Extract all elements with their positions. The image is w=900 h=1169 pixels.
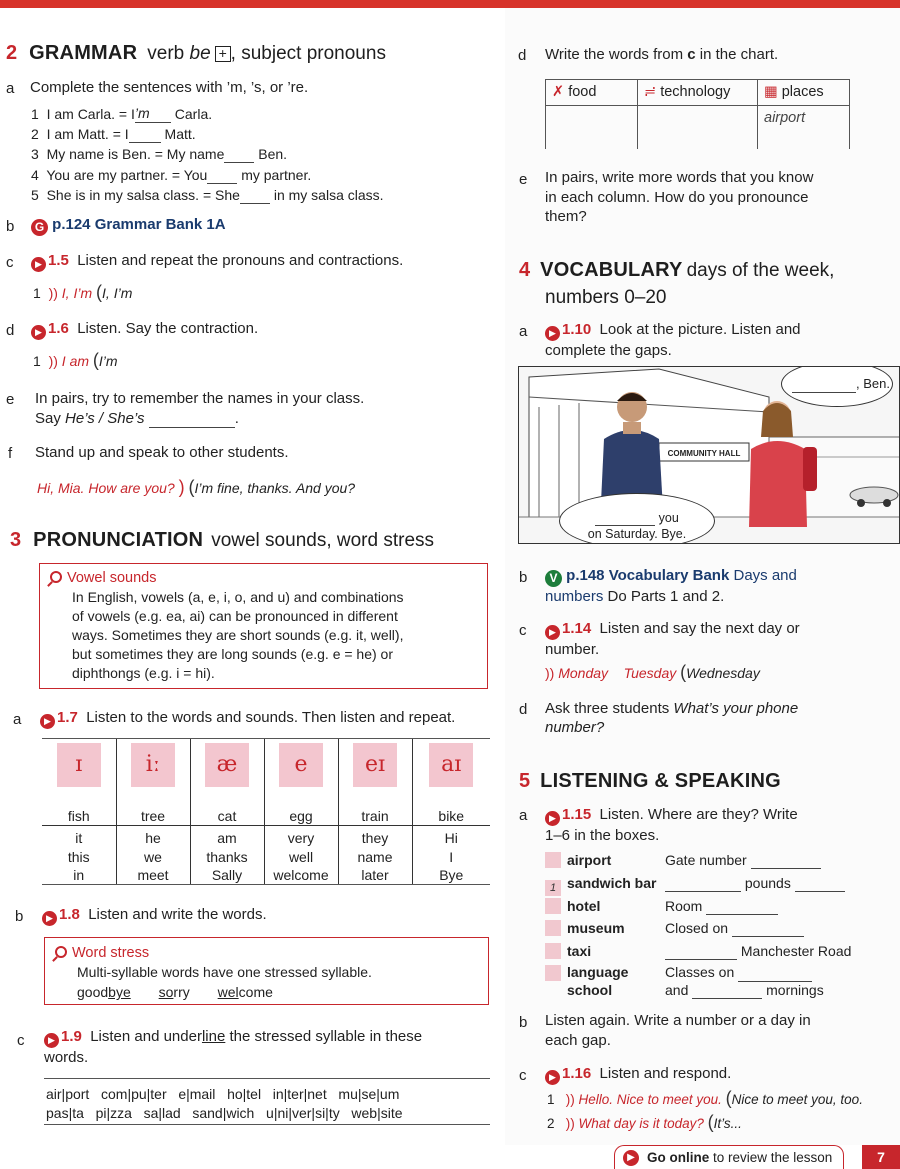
exercise-letter: c	[6, 254, 14, 271]
sound-cell: eɪ train	[338, 739, 412, 826]
exercise-c-instruction: ▶ 1.5 Listen and repeat the pronouns and contractions.	[31, 251, 403, 272]
sound-chart	[42, 738, 490, 885]
speech-bubble-close-icon: )	[178, 477, 185, 497]
answer-blank[interactable]	[665, 878, 741, 892]
exercise-b-instruction: Listen again. Write a number or a day in each gap.	[545, 1012, 811, 1049]
vowel-sounds-box	[39, 563, 488, 689]
answer-box[interactable]	[545, 852, 561, 868]
plus-box-icon: +	[215, 46, 231, 62]
section-subtitle-be: be	[189, 43, 211, 64]
answer-blank[interactable]	[692, 985, 762, 999]
train-sound-icon: eɪ	[353, 743, 397, 787]
vocabulary-bank-link[interactable]: V p.148 Vocabulary Bank Days and numbers Do Parts 1 and 2.	[545, 567, 797, 605]
answer-blank[interactable]	[207, 169, 237, 184]
grammar-bank-icon: G	[31, 219, 48, 236]
list-item: airport Gate number	[545, 851, 895, 874]
exercise-c-instruction: ▶ 1.16 Listen and respond.	[545, 1064, 731, 1085]
sentence-item: 4 You are my partner. = You my partner.	[31, 166, 312, 183]
wifi-icon: ≓	[644, 84, 657, 100]
example-exchange: )) Monday Tuesday (Wednesday	[545, 662, 760, 682]
exercise-f-instruction: Stand up and speak to other students.	[35, 444, 289, 461]
chart-cell[interactable]: airport	[758, 105, 850, 149]
answer-blank[interactable]	[595, 514, 655, 526]
exercise-letter: d	[519, 701, 528, 718]
exercise-letter: e	[519, 171, 528, 188]
sentence-item: 1 I am Carla. = I’m Carla.	[31, 105, 213, 122]
speaker-icon: ))	[565, 1116, 575, 1131]
magnifier-icon	[55, 946, 67, 958]
example-words: Hi I Bye	[412, 826, 490, 885]
audio-icon[interactable]: ▶	[545, 326, 560, 341]
example-words: they name later	[338, 826, 412, 885]
audio-icon[interactable]: ▶	[44, 1033, 59, 1048]
list-item: taxi Manchester Road	[545, 942, 895, 965]
speech-bubble-bottom: you on Saturday. Bye.	[559, 493, 715, 544]
example-words: am thanks Sally	[190, 826, 264, 885]
rule-box-title: Word stress	[55, 944, 480, 963]
example-exchange: 1 )) I, I’m (I, I’m	[33, 282, 133, 302]
cat-sound-icon: æ	[205, 743, 249, 787]
exercise-a-instruction: ▶ 1.7 Listen to the words and sounds. Then listen and repeat.	[40, 708, 455, 729]
speech-bubble-icon: (	[707, 1112, 714, 1132]
fish-sound-icon: ɪ	[57, 743, 101, 787]
exercise-letter: a	[519, 323, 528, 340]
stress-word[interactable]: air|port	[46, 1086, 90, 1102]
exercise-letter: d	[518, 47, 527, 64]
exercise-letter: b	[519, 569, 528, 586]
listening-speaking-heading: 5 LISTENING & SPEAKING	[519, 770, 781, 792]
answer-blank[interactable]	[129, 128, 161, 143]
bike-sound-icon: aɪ	[429, 743, 473, 787]
speaker-icon: ))	[565, 1092, 575, 1107]
community-hall-picture	[518, 366, 900, 544]
exercise-letter: a	[519, 807, 528, 824]
audio-icon[interactable]: ▶	[31, 257, 46, 272]
sound-cell: e egg	[264, 739, 338, 826]
exercise-letter: b	[6, 218, 15, 235]
sound-cell: ɪ fish	[42, 739, 116, 826]
exercise-c-instruction: ▶ 1.9 Listen and underline the stressed syllable in these words.	[44, 1028, 423, 1066]
example-exchange: 2 )) What day is it today? (It’s...	[547, 1112, 742, 1132]
speaker-icon: ))	[48, 285, 58, 301]
exercise-c-instruction: ▶ 1.14 Listen and say the next day or number.	[545, 620, 800, 658]
building-sign: COMMUNITY HALL	[667, 449, 741, 458]
answer-blank[interactable]: ’m	[135, 104, 171, 123]
exercise-letter: c	[519, 1067, 527, 1084]
answer-blank[interactable]	[738, 968, 812, 982]
rule-box-text: Multi-syllable words have one stressed syllable.	[77, 963, 372, 980]
exercise-d-instruction: Ask three students What’s your phone number?	[545, 700, 799, 736]
stress-word[interactable]: com|pu|ter	[101, 1086, 167, 1102]
exercise-letter: f	[8, 445, 13, 462]
exercise-letter: a	[13, 711, 22, 728]
rule-box-text: In English, vowels (a, e, i, o, and u) and combinations of vowels (e.g. ea, ai) can be pronounced in different ways. Sometimes they are short sounds (e.g. it, well), but sometimes they are long sounds (e.g. e = he) or diphthongs (e.g. i = hi).	[72, 588, 404, 681]
rule-box-title: Vowel sounds	[50, 569, 479, 588]
stress-word[interactable]: mu|se|um	[338, 1086, 400, 1102]
play-icon: ▶	[623, 1150, 639, 1166]
speech-bubble-icon: (	[96, 282, 103, 302]
stress-example: sorry	[158, 984, 190, 1001]
tree-sound-icon: iː	[131, 743, 175, 787]
grammar-bank-link[interactable]: G p.124 Grammar Bank 1A	[31, 215, 226, 236]
section-number: 2	[6, 42, 18, 64]
exercise-e-instruction: In pairs, write more words that you know in each column. How do you pronounce them?	[545, 169, 814, 225]
exercise-letter: a	[6, 80, 15, 97]
answer-box[interactable]: 1	[545, 880, 561, 896]
sentence-item: 3 My name is Ben. = My name Ben.	[31, 146, 288, 162]
stress-word-list	[46, 1085, 492, 1123]
answer-blank[interactable]	[149, 413, 235, 428]
sentence-item: 2 I am Matt. = I Matt.	[31, 125, 196, 142]
sound-cell: æ cat	[190, 739, 264, 826]
sound-cell: aɪ bike	[412, 739, 490, 826]
go-online-button[interactable]: ▶ Go online to review the lesson	[614, 1145, 844, 1169]
speech-bubble-icon: (	[188, 477, 195, 497]
exercise-letter: c	[17, 1032, 25, 1049]
chart-header-places: ▦ places	[758, 80, 850, 106]
word-list-top-rule	[44, 1078, 490, 1079]
section-subtitle-pre: verb	[147, 43, 190, 64]
sound-cell: iː tree	[116, 739, 190, 826]
audio-icon[interactable]: ▶	[42, 911, 57, 926]
answer-box[interactable]	[545, 965, 561, 981]
exercise-instruction: Complete the sentences with ’m, ’s, or ’re.	[30, 79, 309, 96]
page-number: 7	[862, 1145, 900, 1169]
answer-box[interactable]	[545, 898, 561, 914]
exercise-d-instruction: ▶ 1.6 Listen. Say the contraction.	[31, 319, 258, 340]
exercise-d-instruction: Write the words from c in the chart.	[545, 46, 779, 63]
stress-example: welcome	[217, 984, 273, 1001]
speech-bubble-icon: (	[92, 350, 99, 370]
answer-blank[interactable]	[792, 381, 856, 393]
respond-examples	[547, 1088, 897, 1136]
speech-bubble-icon: (	[680, 662, 687, 682]
pronunciation-heading: 3 PRONUNCIATION vowel sounds, word stress	[10, 529, 435, 551]
answer-blank[interactable]	[224, 148, 254, 163]
answer-blank[interactable]	[240, 189, 270, 204]
list-item: hotel Room	[545, 897, 895, 920]
answer-blank[interactable]	[751, 855, 821, 869]
stress-word[interactable]: pas|ta	[46, 1105, 84, 1121]
stress-word[interactable]: in|ter|net	[272, 1086, 327, 1102]
stress-word[interactable]: ho|tel	[227, 1086, 262, 1102]
stress-word[interactable]: sand|wich	[192, 1105, 255, 1121]
stress-word[interactable]: sa|lad	[143, 1105, 181, 1121]
audio-icon[interactable]: ▶	[545, 811, 560, 826]
audio-icon[interactable]: ▶	[31, 325, 46, 340]
speaker-icon: ))	[545, 665, 555, 681]
vocabulary-bank-icon: V	[545, 570, 562, 587]
stress-word[interactable]: web|site	[351, 1105, 403, 1121]
example-exchange: 1 )) Hello. Nice to meet you. (Nice to meet you, too.	[547, 1088, 863, 1108]
places-list	[545, 851, 895, 1004]
speaker-icon: ))	[48, 353, 58, 369]
egg-sound-icon: e	[279, 743, 323, 787]
stress-word[interactable]: pi|zza	[95, 1105, 132, 1121]
speech-bubble-top: , Ben.	[781, 366, 893, 407]
audio-icon[interactable]: ▶	[545, 1070, 560, 1085]
exercise-letter: b	[15, 908, 24, 925]
stress-example: goodbye	[77, 984, 131, 1001]
section-title: GRAMMAR	[29, 42, 138, 64]
sentence-item: 5 She is in my salsa class. = She in my salsa class.	[31, 187, 384, 203]
list-item: language school Classes on and mornings	[545, 964, 895, 1004]
exercise-letter: e	[6, 391, 15, 408]
example-words: he we meet	[116, 826, 190, 885]
answer-blank[interactable]	[706, 901, 778, 915]
fork-knife-icon: ✗	[552, 84, 565, 100]
grammar-sentence-list	[31, 104, 471, 207]
list-item: museum Closed on	[545, 919, 895, 942]
chart-cell[interactable]	[638, 105, 758, 149]
building-icon: ▦	[764, 84, 778, 100]
exercise-letter: d	[6, 322, 15, 339]
exercise-letter: c	[519, 622, 527, 639]
exercise-a-instruction: ▶ 1.10 Look at the picture. Listen and complete the gaps.	[545, 321, 801, 359]
exercise-e-instruction: In pairs, try to remember the names in your class. Say He’s / She’s .	[35, 390, 365, 427]
audio-icon[interactable]: ▶	[40, 714, 55, 729]
answer-blank[interactable]	[732, 923, 804, 937]
chart-cell[interactable]	[546, 105, 638, 149]
word-category-chart	[545, 79, 850, 149]
answer-box[interactable]	[545, 920, 561, 936]
vocabulary-heading: 4 VOCABULARY days of the week, numbers 0–20	[519, 259, 835, 308]
grammar-heading	[6, 40, 496, 67]
example-words: very well welcome	[264, 826, 338, 885]
section-subtitle-post: , subject pronouns	[230, 43, 386, 64]
magnifier-icon	[50, 571, 62, 583]
chart-header-technology: ≓ technology	[638, 80, 758, 106]
exercise-a-instruction: ▶ 1.15 Listen. Where are they? Write 1–6 in the boxes.	[545, 806, 798, 844]
example-dialogue: Hi, Mia. How are you? ) (I’m fine, thanks. And you?	[37, 477, 356, 497]
answer-blank[interactable]	[665, 946, 737, 960]
stress-word[interactable]: u|ni|ver|si|ty	[266, 1105, 340, 1121]
speech-bubble-icon: (	[725, 1088, 732, 1108]
chart-header-food: ✗ food	[546, 80, 638, 106]
word-stress-box	[44, 937, 489, 1005]
word-list-bottom-rule	[44, 1124, 490, 1125]
example-words: it this in	[67, 830, 90, 884]
exercise-b-instruction: ▶ 1.8 Listen and write the words.	[42, 905, 267, 926]
sound-table	[42, 739, 490, 885]
example-exchange: 1 )) I am (I’m	[33, 350, 118, 370]
stress-examples	[77, 983, 480, 1001]
audio-icon[interactable]: ▶	[545, 625, 560, 640]
answer-box[interactable]	[545, 943, 561, 959]
exercise-letter: b	[519, 1014, 528, 1031]
top-accent-bar	[0, 0, 900, 8]
stress-word[interactable]: e|mail	[178, 1086, 216, 1102]
list-item: 1 sandwich bar pounds	[545, 874, 895, 897]
answer-blank[interactable]	[795, 878, 845, 892]
